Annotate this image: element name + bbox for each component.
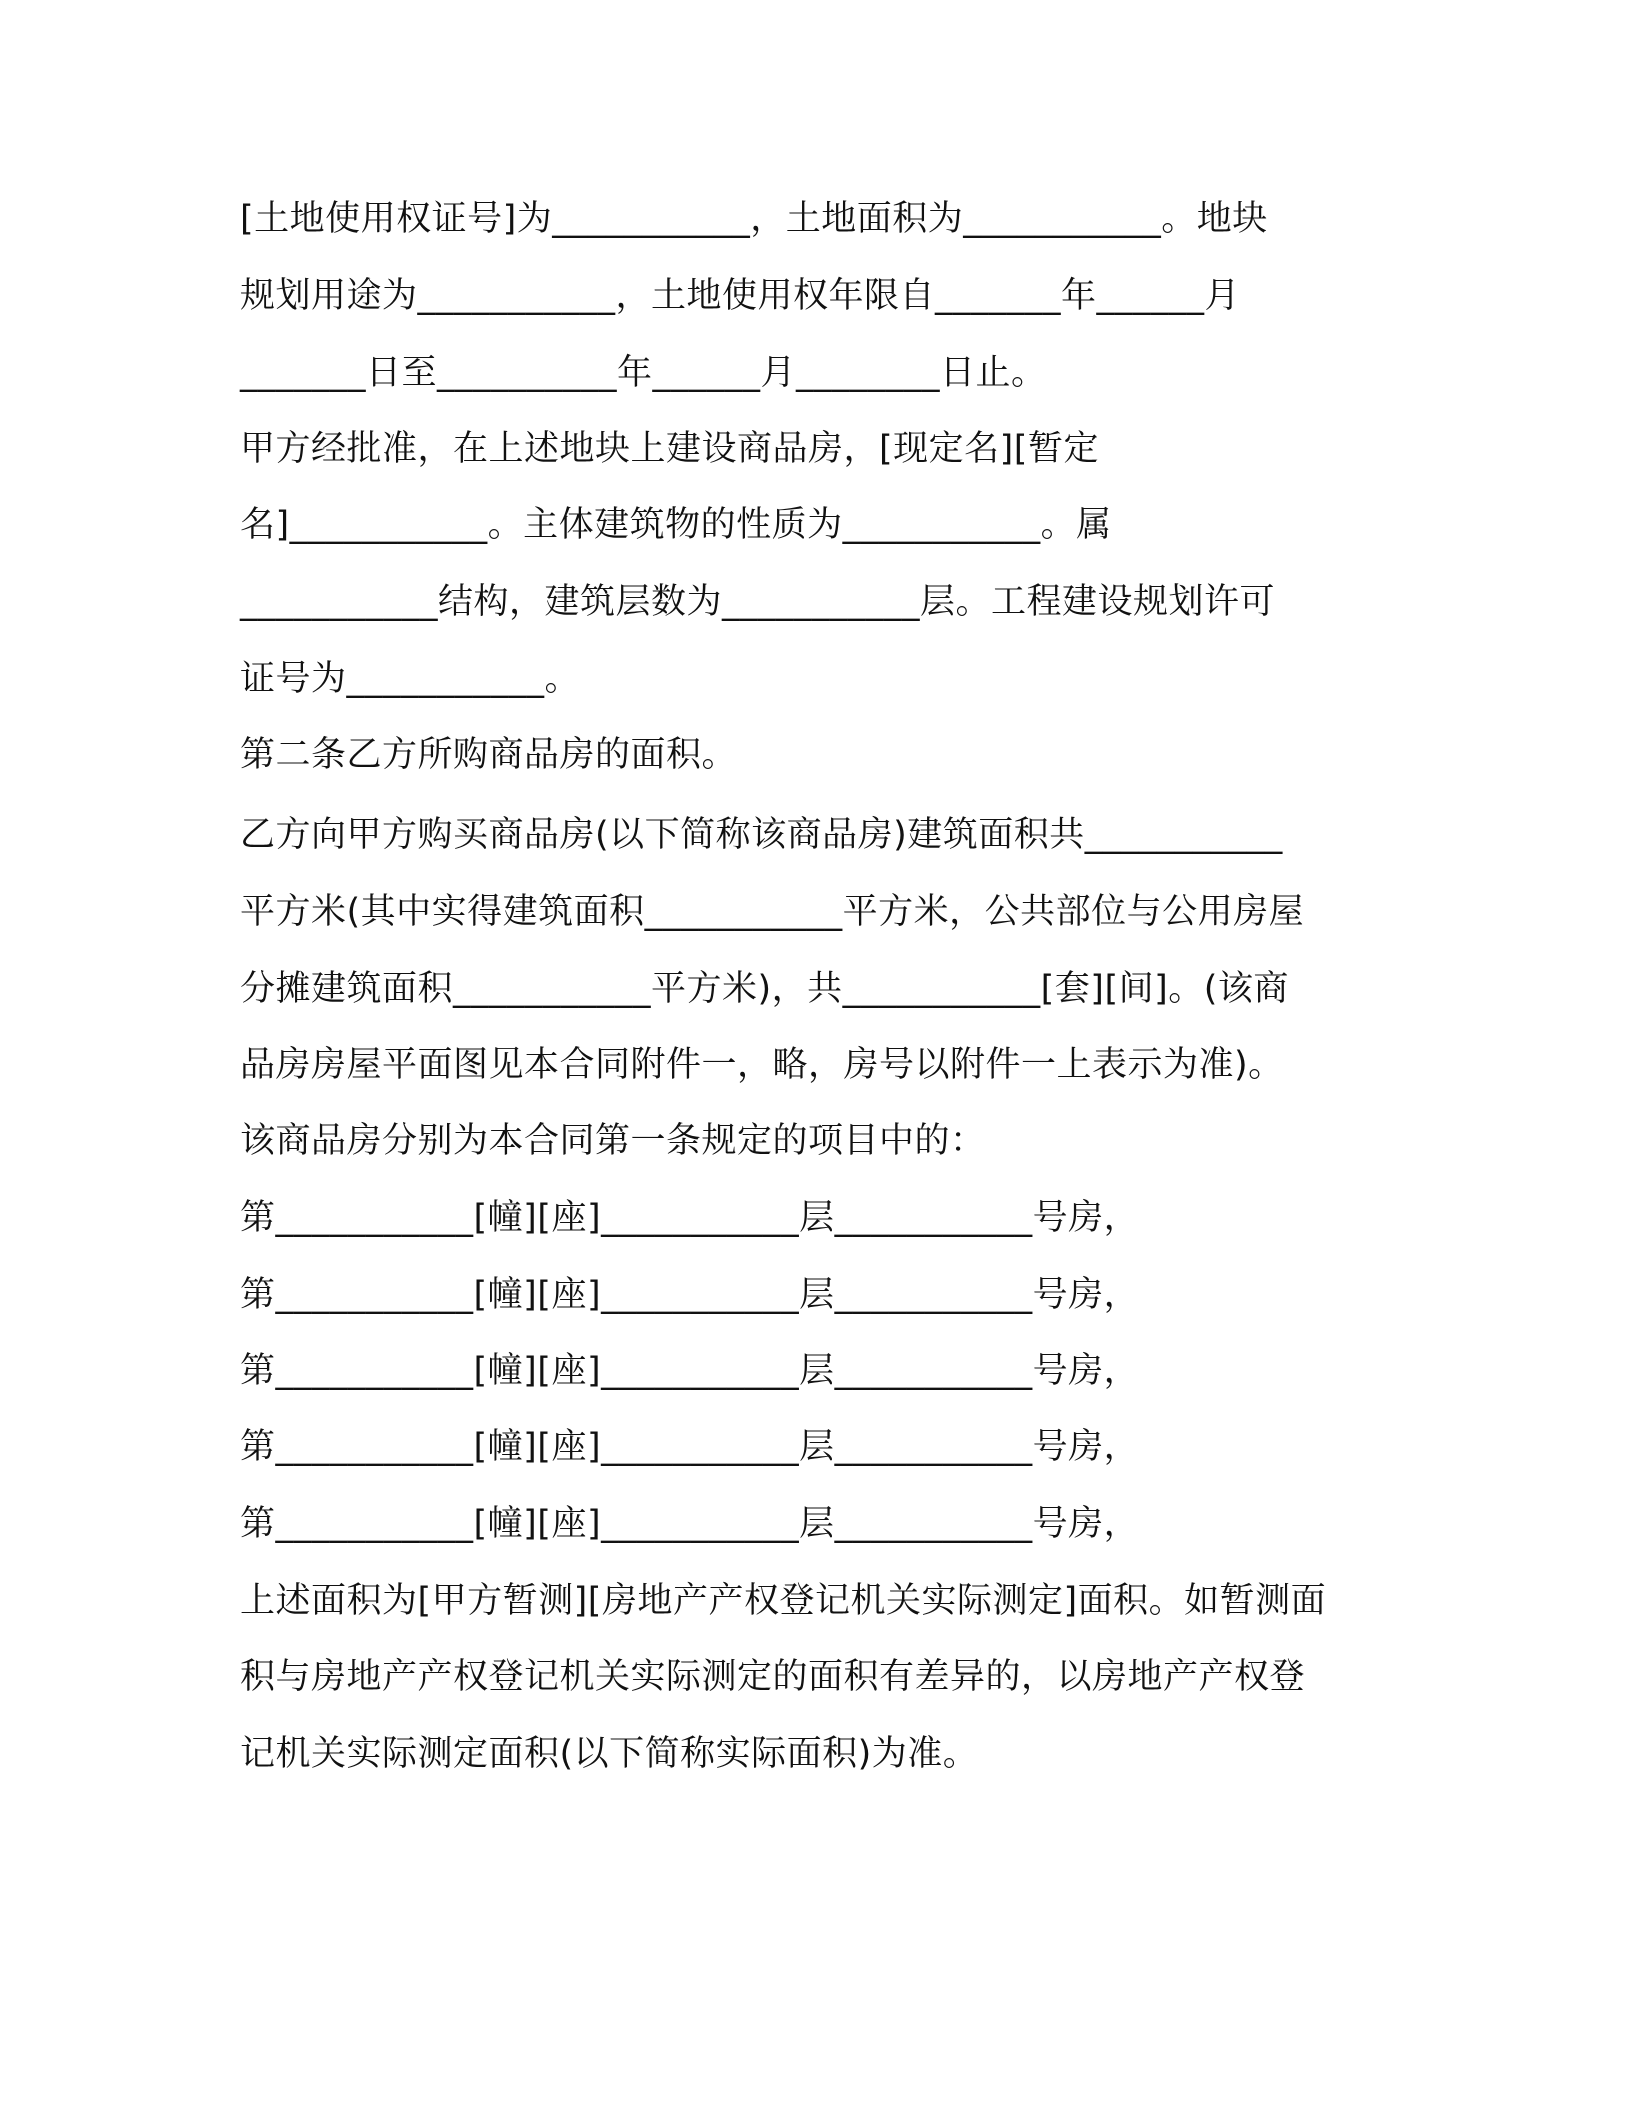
text-line: 平方米(其中实得建筑面积___________平方米，公共部位与公用房屋 [240,892,1305,932]
text-line: 记机关实际测定面积(以下简称实际面积)为准。 [240,1734,979,1774]
room-line: 第___________[幢][座]___________层___________号房， [240,1351,1140,1391]
text-line: _______日至__________年______月________日止。 [240,353,1047,393]
room-line: 第___________[幢][座]___________层___________号房， [240,1275,1140,1315]
text-line: 甲方经批准，在上述地块上建设商品房，[现定名][暂定 [240,429,1099,469]
text-line: 名]___________。主体建筑物的性质为___________。属 [240,505,1112,545]
room-line: 第___________[幢][座]___________层___________号房， [240,1198,1140,1238]
text-line: 品房房屋平面图见本合同附件一，略，房号以附件一上表示为准)。 [240,1045,1284,1085]
text-line: 分摊建筑面积___________平方米)，共___________[套][间]。(该商 [240,969,1289,1009]
text-line: 乙方向甲方购买商品房(以下简称该商品房)建筑面积共___________ [240,815,1283,855]
room-line: 第___________[幢][座]___________层___________号房， [240,1427,1140,1467]
text-line: 上述面积为[甲方暂测][房地产产权登记机关实际测定]面积。如暂测面 [240,1581,1327,1621]
text-line: 证号为___________。 [240,659,581,699]
text-line: 该商品房分别为本合同第一条规定的项目中的： [240,1121,986,1161]
text-line: 规划用途为___________，土地使用权年限自_______年______月 [240,276,1241,316]
text-line: [土地使用权证号]为___________，土地面积为___________。地块 [240,199,1268,239]
section-heading: 第二条乙方所购商品房的面积。 [240,735,738,775]
text-line: ___________结构，建筑层数为___________层。工程建设规划许可 [240,582,1276,622]
room-line: 第___________[幢][座]___________层___________号房， [240,1504,1140,1544]
text-line: 积与房地产产权登记机关实际测定的面积有差异的，以房地产产权登 [240,1657,1306,1697]
